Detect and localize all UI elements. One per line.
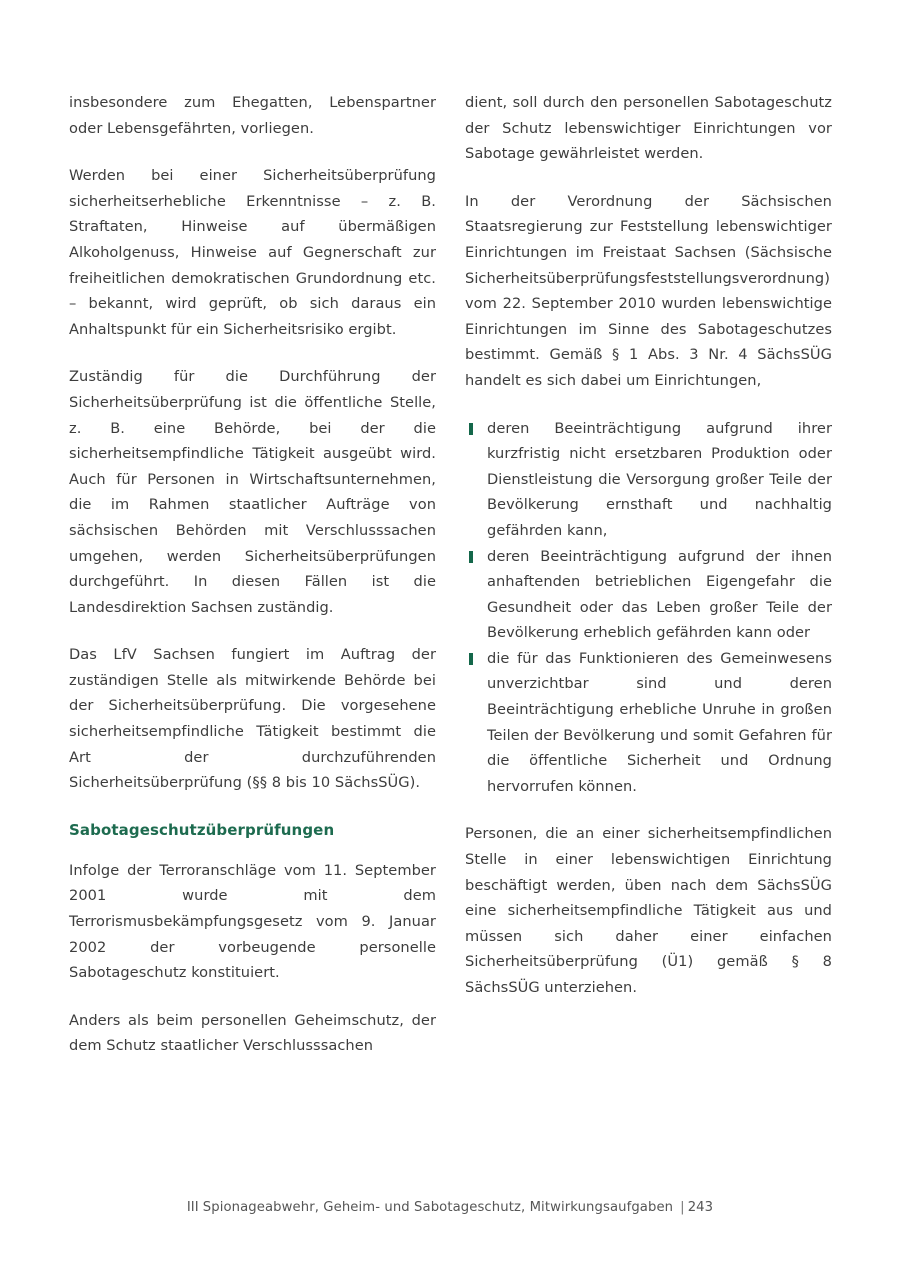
paragraph: In der Verordnung der Sächsischen Staatsregierung zur Feststellung lebenswichtiger Einrichtungen im Freistaat Sachsen (Sächsische Sicherheitsüberprüfungsfeststellungsverordnung) vom 22. September 2010 wurden lebenswichtige Einrichtungen im Sinne des Sabotageschutzes bestimmt. Gemäß § 1 Abs. 3 Nr. 4 SächsSÜG handelt es sich dabei um Einrichtungen, <box>465 192 832 389</box>
list-item-text: deren Beeinträchtigung aufgrund der ihnen anhaftenden betrieblichen Eigengefahr die Gesundheit oder das Leben großer Teile der Bevölkerung erheblich gefährden kann oder <box>487 547 832 642</box>
paragraph: Anders als beim personellen Geheimschutz, der dem Schutz staatlicher Verschlusssachen <box>69 1011 436 1055</box>
right-column <box>465 90 832 1059</box>
list-item <box>465 416 832 544</box>
bullet-list-einrichtungen <box>465 416 832 800</box>
paragraph: Werden bei einer Sicherheitsüberprüfung sicherheitserhebliche Erkenntnisse – z. B. Straftaten, Hinweise auf übermäßigen Alkoholgenuss, Hinweise auf Gegnerschaft zur freiheitlichen demokratischen Grundordnung etc. – bekannt, wird geprüft, ob sich daraus ein Anhaltspunkt für ein Sicherheitsrisiko ergibt. <box>69 167 436 338</box>
paragraph: dient, soll durch den personellen Sabotageschutz der Schutz lebenswichtiger Einrichtungen vor Sabotage gewährleistet werden. <box>465 94 832 163</box>
paragraph: Das LfV Sachsen fungiert im Auftrag der zuständigen Stelle als mitwirkende Behörde bei der Sicherheitsüberprüfung. Die vorgesehene sicherheitsempfindliche Tätigkeit bestimmt die Art der durchzuführenden Sicherheitsüberprüfung (§§ 8 bis 10 SächsSÜG). <box>69 646 436 792</box>
paragraph: Personen, die an einer sicherheitsempfindlichen Stelle in einer lebenswichtigen Einrichtung beschäftigt werden, üben nach dem SächsSÜG eine sicherheitsempfindliche Tätigkeit aus und müssen sich daher einer einfachen Sicherheitsüberprüfung (Ü1) gemäß § 8 SächsSÜG unterziehen. <box>465 825 832 996</box>
footer-page-number: 243 <box>687 1200 714 1215</box>
left-column <box>69 90 436 1059</box>
bullet-marker-icon <box>469 423 473 435</box>
list-item <box>465 646 832 800</box>
footer-chapter-title: Spionageabwehr, Geheim- und Sabotageschutz, Mitwirkungsaufgaben <box>202 1200 674 1215</box>
page-footer <box>0 1199 900 1217</box>
list-item-text: die für das Funktionieren des Gemeinwesens unverzichtbar sind und deren Beeinträchtigung erhebliche Unruhe in großen Teilen der Bevölkerung und somit Gefahren für die öffentliche Sicherheit und Ordnung hervorrufen können. <box>487 649 832 795</box>
paragraph: insbesondere zum Ehegatten, Lebenspartner oder Lebensgefährten, vorliegen. <box>69 94 436 137</box>
footer-chapter-number: III <box>186 1200 199 1215</box>
bullet-marker-icon <box>469 551 473 563</box>
paragraph: Infolge der Terroranschläge vom 11. September 2001 wurde mit dem Terrorismusbekämpfungsgesetz vom 9. Januar 2002 der vorbeugende personelle Sabotageschutz konstituiert. <box>69 861 436 982</box>
paragraph: Zuständig für die Durchführung der Sicherheitsüberprüfung ist die öffentliche Stelle, z. B. eine Behörde, bei der die sicherheitsempfindliche Tätigkeit ausgeübt wird. Auch für Personen in Wirtschaftsunternehmen, die im Rahmen staatlicher Aufträge von sächsischen Behörden mit Verschlusssachen umgehen, werden Sicherheitsüberprüfungen durchgeführt. In diesen Fällen ist die Landesdirektion Sachsen zuständig. <box>69 368 436 616</box>
two-column-text-body <box>69 90 832 1059</box>
footer-separator: | <box>680 1200 685 1215</box>
section-heading-sabotageschutzueberpruefungen: Sabotageschutzüberprüfungen <box>69 820 335 839</box>
bullet-marker-icon <box>469 653 473 665</box>
list-item-text: deren Beeinträchtigung aufgrund ihrer kurzfristig nicht ersetzbaren Produktion oder Dienstleistung die Versorgung großer Teile der Bevölkerung ernsthaft und nachhaltig gefährden kann, <box>487 419 832 539</box>
list-item <box>465 544 832 646</box>
